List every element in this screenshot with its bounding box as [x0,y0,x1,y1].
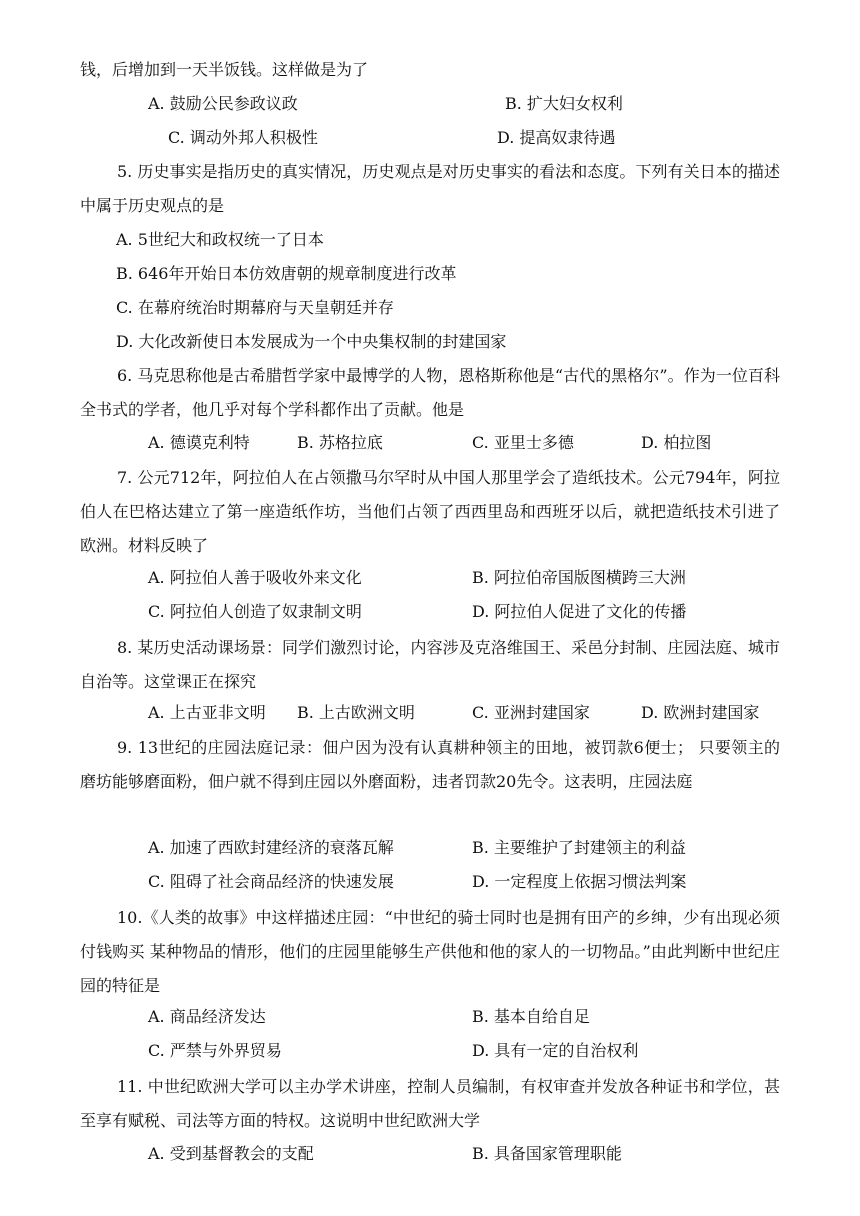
q4-option-a: A. 鼓励公民参政议政 [148,94,298,113]
q6-option-a: A. 德谟克利特 [148,433,250,452]
question-5-text: 5. 历史事实是指历史的真实情况，历史观点是对历史事实的看法和态度。下列有关日本的描述中属于历史观点的是 [80,162,780,215]
q8-option-d: D. 欧洲封建国家 [641,703,760,722]
q8-option-a: A. 上古亚非文明 [148,703,266,722]
q6-option-b: B. 苏格拉底 [297,433,383,452]
question-6 [80,359,780,427]
q5-option-c: C. 在幕府统治时期幕府与天皇朝廷并存 [116,298,394,317]
q4-option-c: C. 调动外邦人积极性 [168,128,318,147]
q10-option-c: C. 严禁与外界贸易 [148,1041,282,1060]
intro-line: 钱，后增加到一天半饭钱。这样做是为了 [80,60,369,79]
q8-option-c: C. 亚洲封建国家 [472,703,590,722]
q11-option-a: A. 受到基督教会的支配 [148,1144,314,1163]
q7-option-d: D. 阿拉伯人促进了文化的传播 [472,602,687,621]
q5-option-b: B. 646年开始日本仿效唐朝的规章制度进行改革 [116,264,457,283]
q8-option-b: B. 上古欧洲文明 [297,703,415,722]
q7-option-b: B. 阿拉伯帝国版图横跨三大洲 [472,568,686,587]
q10-option-a: A. 商品经济发达 [148,1007,266,1026]
question-11 [80,1070,780,1138]
question-5 [80,155,780,223]
question-9-text: 9. 13世纪的庄园法庭记录：佃户因为没有认真耕种领主的田地，被罚款6便士； 只要领主的磨坊能够磨面粉，佃户就不得到庄园以外磨面粉，违者罚款20先令。这表明，庄园法庭 [80,738,780,791]
q6-option-c: C. 亚里士多德 [472,433,574,452]
q7-option-c: C. 阿拉伯人创造了奴隶制文明 [148,602,362,621]
q9-option-b: B. 主要维护了封建领主的利益 [472,838,686,857]
q10-option-d: D. 具有一定的自治权利 [472,1041,639,1060]
q10-option-b: B. 基本自给自足 [472,1007,590,1026]
q5-option-a: A. 5世纪大和政权统一了日本 [116,230,324,249]
q9-option-c: C. 阻碍了社会商品经济的快速发展 [148,872,394,891]
question-8-text: 8. 某历史活动课场景：同学们激烈讨论，内容涉及克洛维国王、采邑分封制、庄园法庭、城市自治等。这堂课正在探究 [80,638,780,691]
q9-option-a: A. 加速了西欧封建经济的衰落瓦解 [148,838,394,857]
q6-option-d: D. 柏拉图 [641,433,712,452]
q9-option-d: D. 一定程度上依据习惯法判案 [472,872,687,891]
question-7 [80,461,780,563]
q5-option-d: D. 大化改新使日本发展成为一个中央集权制的封建国家 [116,332,507,351]
q11-option-b: B. 具备国家管理职能 [472,1144,622,1163]
question-10 [80,901,780,1003]
q4-option-b: B. 扩大妇女权利 [505,94,623,113]
question-11-text: 11. 中世纪欧洲大学可以主办学术讲座，控制人员编制，有权审查并发放各种证书和学位，甚至享有赋税、司法等方面的特权。这说明中世纪欧洲大学 [80,1077,780,1130]
question-9 [80,731,780,799]
q7-option-a: A. 阿拉伯人善于吸收外来文化 [148,568,362,587]
question-10-text: 10.《人类的故事》中这样描述庄园：“中世纪的骑士同时也是拥有田产的乡绅，少有出现必须付钱购买 某种物品的情形，他们的庄园里能够生产供他和他的家人的一切物品。”由此判断中世纪庄园的特征是 [80,908,780,995]
q4-option-d: D. 提高奴隶待遇 [497,128,616,147]
question-7-text: 7. 公元712年，阿拉伯人在占领撒马尔罕时从中国人那里学会了造纸技术。公元794年，阿拉伯人在巴格达建立了第一座造纸作坊，当他们占领了西西里岛和西班牙以后，就把造纸技术引进了欧洲。材料反映了 [80,468,780,555]
question-6-text: 6. 马克思称他是古希腊哲学家中最博学的人物，恩格斯称他是“古代的黑格尔”。作为一位百科全书式的学者，他几乎对每个学科都作出了贡献。他是 [80,366,780,419]
question-8 [80,631,780,699]
